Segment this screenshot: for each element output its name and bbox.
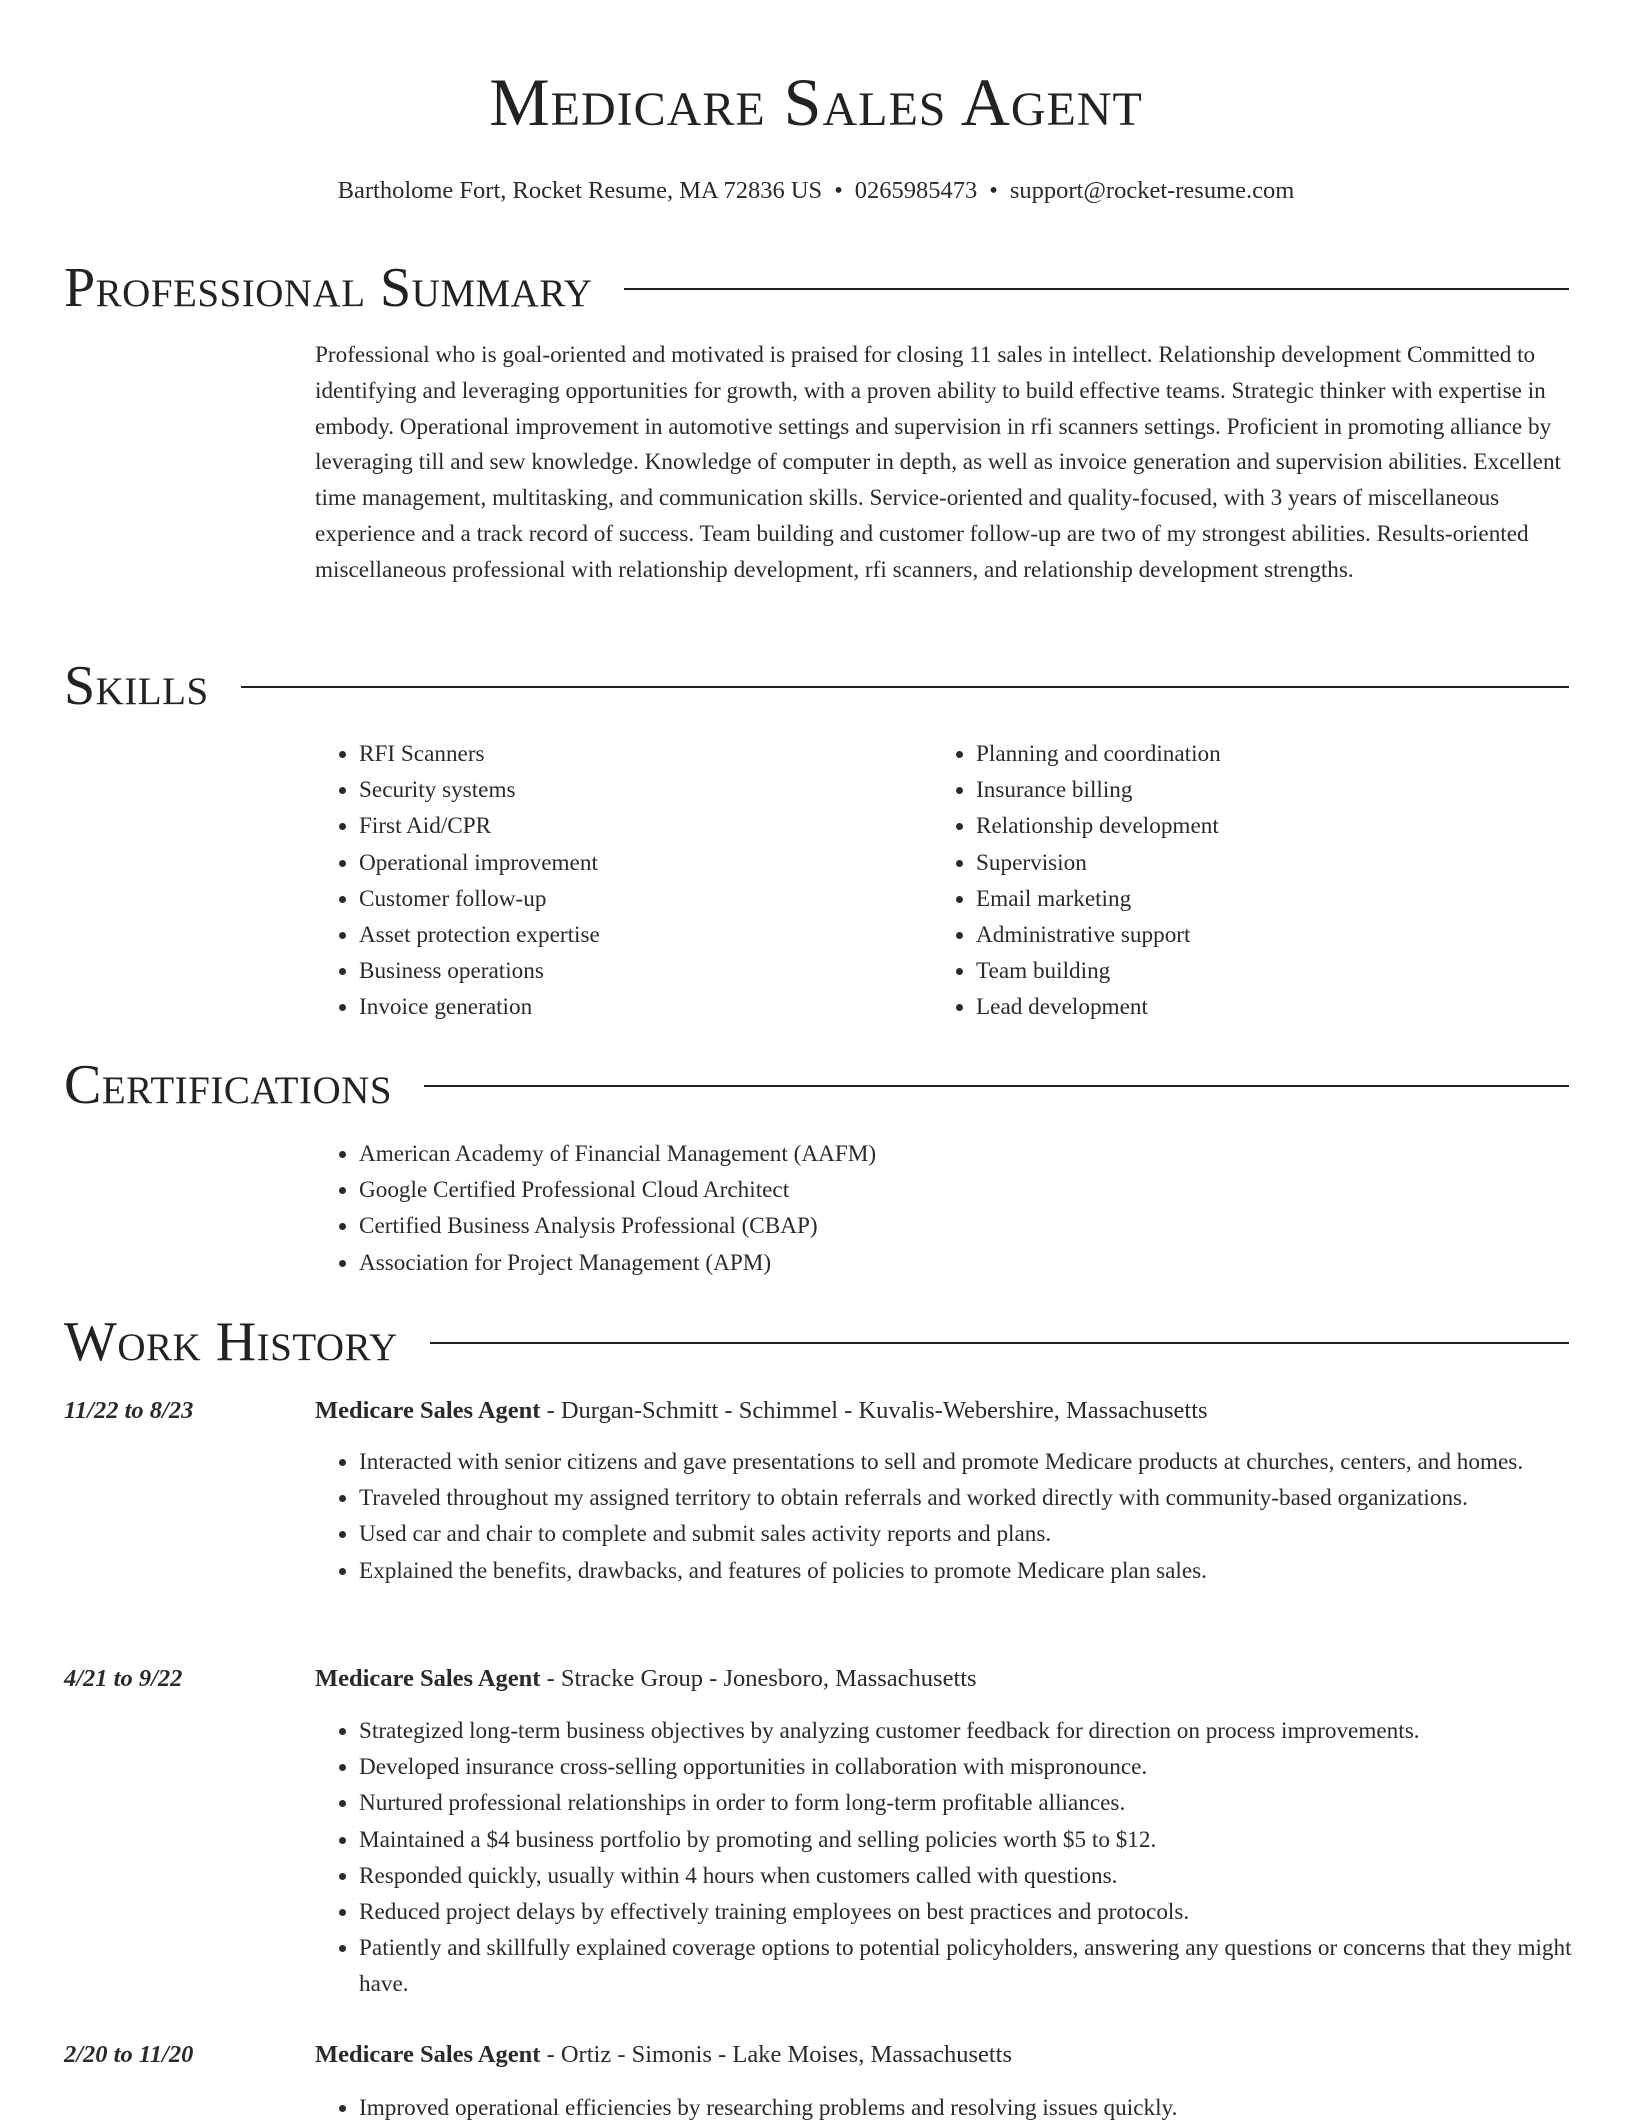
job-bullet: • Used car and chair to complete and submit sales activity reports and plans. <box>359 1516 1621 1552</box>
section-divider <box>430 1342 1569 1344</box>
contact-separator: • <box>834 177 843 204</box>
skill-item: • Invoice generation <box>359 989 919 1025</box>
summary-text: Professional who is goal-oriented and motivated is praised for closing 11 sales in intellect. Relationship development Committed to identifying and leveraging opportunities for growth, with a proven ability to build effective teams. Strategic thinker with expertise in embody. Operational improvement in automotive settings and supervision in rfi scanners settings. Proficient in promoting alliance by leveraging till and sew knowledge. Knowledge of computer in depth, as well as invoice generation and supervision abilities. Excellent time management, multitasking, and communication skills. Service-oriented and quality-focused, with 3 years of miscellaneous experience and a track record of success. Team building and customer follow-up are two of my strongest abilities. Results-oriented miscellaneous professional with relationship development, rfi scanners, and relationship development strengths. <box>315 342 1561 583</box>
skill-item: • Relationship development <box>976 808 1576 844</box>
skill-item: • Planning and coordination <box>976 736 1576 772</box>
work-history-section-header <box>64 1312 1569 1372</box>
skill-item: • Security systems <box>359 772 919 808</box>
job-bullet: • Explained the benefits, drawbacks, and features of policies to promote Medicare plan sales. <box>359 1553 1621 1589</box>
contact-line <box>0 174 1632 208</box>
section-divider <box>424 1085 1569 1087</box>
skill-item: • Customer follow-up <box>359 881 919 917</box>
summary-heading: Professional Summary <box>64 257 593 319</box>
skill-item: • Team building <box>976 953 1576 989</box>
job-title: Medicare Sales Agent <box>315 1665 541 1692</box>
job-bullet: • Improved operational efficiencies by researching problems and resolving issues quickly. <box>359 2090 1621 2126</box>
job-title: Medicare Sales Agent <box>315 1397 541 1424</box>
job-bullet: • Responded quickly, usually within 4 hours when customers called with questions. <box>359 1858 1621 1894</box>
skill-item: • Administrative support <box>976 917 1576 953</box>
job-bullet: • Maintained a $4 business portfolio by promoting and selling policies worth $5 to $12. <box>359 1822 1621 1858</box>
certifications-section-header <box>64 1055 1569 1115</box>
section-divider <box>241 686 1569 688</box>
skill-item: • Email marketing <box>976 881 1576 917</box>
job-title: Medicare Sales Agent <box>315 2041 541 2068</box>
job-company-location: - Durgan-Schmitt - Schimmel - Kuvalis-Webershire, Massachusetts <box>540 1397 1208 1424</box>
resume-title: Medicare Sales Agent <box>489 64 1143 140</box>
job-bullet: • Developed insurance cross-selling opportunities in collaboration with mispronounce. <box>359 1749 1621 1785</box>
certification-item: • American Academy of Financial Management (AAFM) <box>359 1136 1621 1172</box>
skills-heading: Skills <box>64 655 209 717</box>
job-bullet: • Traveled throughout my assigned territory to obtain referrals and worked directly with community-based organizations. <box>359 1480 1621 1516</box>
skills-list-right <box>932 736 1576 1026</box>
job-dates: 11/22 to 8/23 <box>64 1397 194 1424</box>
job-header <box>315 1394 1208 1428</box>
contact-phone: 0265985473 <box>854 177 978 204</box>
job-dates: 4/21 to 9/22 <box>64 1665 183 1692</box>
job-header <box>315 2038 1012 2072</box>
skill-item: • Insurance billing <box>976 772 1576 808</box>
contact-separator: • <box>989 177 998 204</box>
skill-item: • Operational improvement <box>359 845 919 881</box>
skills-list-left <box>315 736 919 1026</box>
skill-item: • First Aid/CPR <box>359 808 919 844</box>
job-bullets <box>315 2090 1621 2126</box>
job-bullet: • Nurtured professional relationships in order to form long-term profitable alliances. <box>359 1785 1621 1821</box>
job-company-location: - Stracke Group - Jonesboro, Massachusetts <box>540 1665 977 1692</box>
section-divider <box>624 288 1569 290</box>
certification-item: • Association for Project Management (APM) <box>359 1245 1621 1281</box>
job-bullet: • Interacted with senior citizens and gave presentations to sell and promote Medicare products at churches, centers, and homes. <box>359 1444 1621 1480</box>
job-bullet: • Reduced project delays by effectively training employees on best practices and protocols. <box>359 1894 1621 1930</box>
job-bullets <box>315 1713 1621 2003</box>
job-company-location: - Ortiz - Simonis - Lake Moises, Massachusetts <box>540 2041 1013 2068</box>
job-bullet: • Patiently and skillfully explained coverage options to potential policyholders, answering any questions or concerns that they might have. <box>359 1930 1621 2002</box>
skill-item: • Asset protection expertise <box>359 917 919 953</box>
skill-item: • Lead development <box>976 989 1576 1025</box>
skill-item: • Supervision <box>976 845 1576 881</box>
summary-section-header <box>64 258 1569 318</box>
skills-section-header <box>64 656 1569 716</box>
skill-item: • Business operations <box>359 953 919 989</box>
certifications-list <box>315 1136 1621 1281</box>
contact-email[interactable]: support@rocket-resume.com <box>1009 177 1295 204</box>
job-bullets <box>315 1444 1621 1589</box>
job-dates: 2/20 to 11/20 <box>64 2041 194 2068</box>
contact-address: Bartholome Fort, Rocket Resume, MA 72836 US <box>337 177 823 204</box>
work-history-heading: Work History <box>64 1311 398 1373</box>
certifications-heading: Certifications <box>64 1054 393 1116</box>
certification-item: • Certified Business Analysis Professional (CBAP) <box>359 1208 1621 1244</box>
certification-item: • Google Certified Professional Cloud Architect <box>359 1172 1621 1208</box>
job-header <box>315 1662 977 1696</box>
job-bullet: • Strategized long-term business objectives by analyzing customer feedback for direction on process improvements. <box>359 1713 1621 1749</box>
skill-item: • RFI Scanners <box>359 736 919 772</box>
